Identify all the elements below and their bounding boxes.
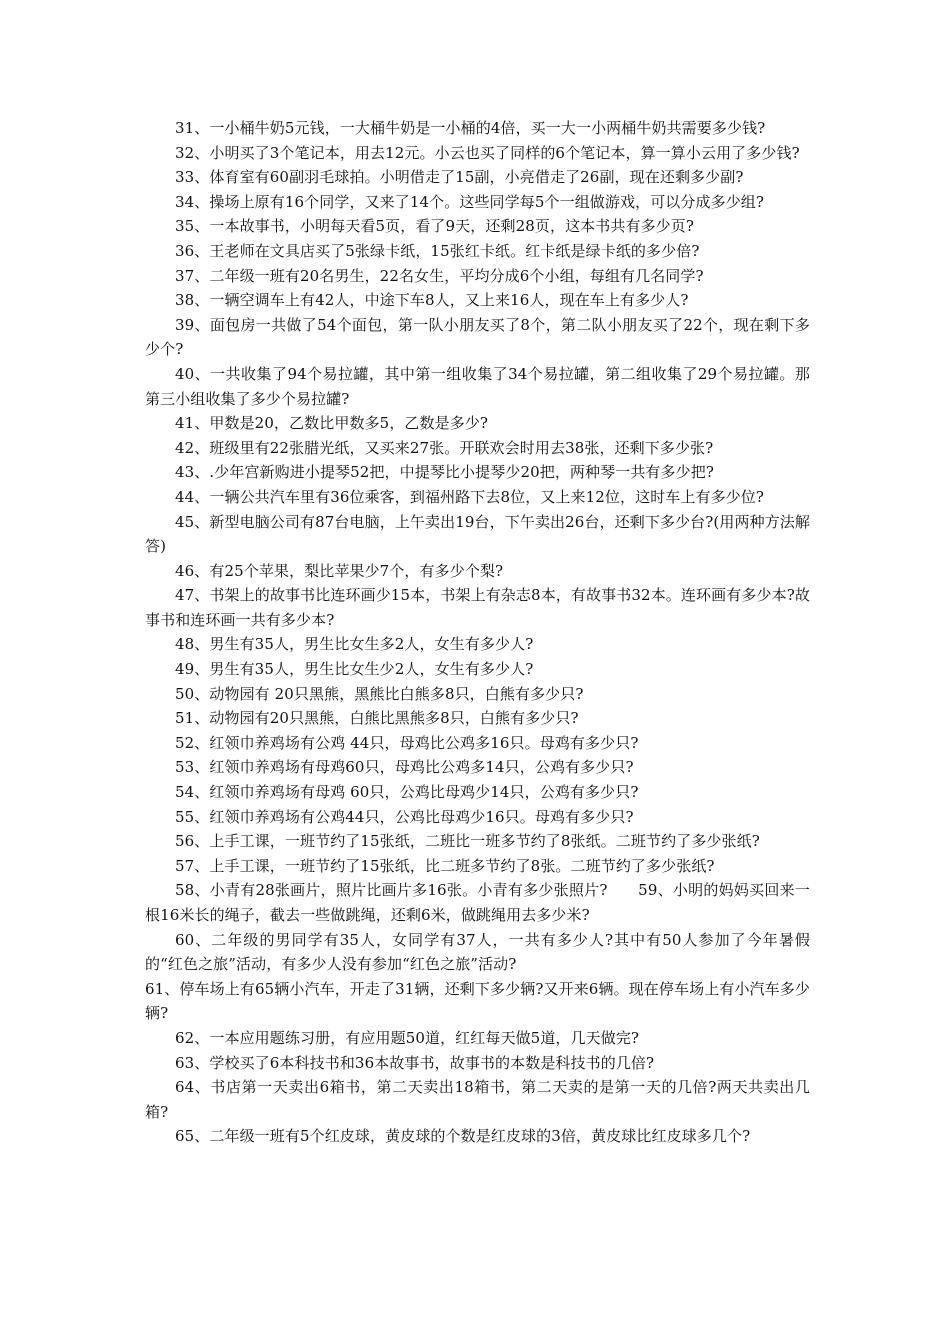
problem-63: 63、学校买了6本科技书和36本故事书，故事书的本数是科技书的几倍? [175, 1053, 655, 1072]
problem-35: 35、一本故事书，小明每天看5页，看了9天，还剩28页，这本书共有多少页? [175, 217, 695, 236]
problem-44: 44、一辆公共汽车里有36位乘客，到福州路下去8位，又上来12位，这时车上有多少位? [175, 487, 765, 506]
problem-54: 54、红领巾养鸡场有母鸡 60只，公鸡比母鸡少14只，公鸡有多少只? [175, 783, 639, 802]
problem-31: 31、一小桶牛奶5元钱，一大桶牛奶是一小桶的4倍，买一大一小两桶牛奶共需要多少钱? [175, 119, 766, 137]
problem-46: 46、有25个苹果，梨比苹果少7个，有多少个梨? [175, 561, 504, 580]
problem-42: 42、班级里有22张腊光纸，又买来27张。开联欢会时用去38张，还剩下多少张? [175, 438, 714, 457]
problem-61: 61、停车场上有65辆小汽车，开走了31辆，还剩下多少辆?又开来6辆。现在停车场上有小汽车多少辆? [145, 979, 810, 1023]
problem-36: 36、王老师在文具店买了5张绿卡纸，15张红卡纸。红卡纸是绿卡纸的多少倍? [175, 241, 700, 260]
problem-47: 47、书架上的故事书比连环画少15本，书架上有杂志8本，有故事书32本。连环画有多少本?故事书和连环画一共有多少本? [145, 586, 810, 629]
problem-53: 53、红领巾养鸡场有母鸡60只，母鸡比公鸡多14只，公鸡有多少只? [175, 758, 634, 777]
problem-65: 65、二年级一班有5个红皮球，黄皮球的个数是红皮球的3倍，黄皮球比红皮球多几个? [175, 1127, 751, 1146]
problem-62: 62、一本应用题练习册，有应用题50道，红红每天做5道，几天做完? [175, 1028, 640, 1047]
problem-40: 40、一共收集了94个易拉罐，其中第一组收集了34个易拉罐，第二组收集了29个易拉罐。那第三小组收集了多少个易拉罐? [145, 364, 810, 408]
problem-list [145, 116, 810, 1149]
problem-38: 38、一辆空调车上有42人，中途下车8人，又上来16人，现在车上有多少人? [175, 291, 689, 310]
problem-60: 60、二年级的男同学有35人，女同学有37人，一共有多少人?其中有50人参加了今年暑假的“红色之旅”活动，有多少人没有参加“红色之旅”活动? [145, 930, 810, 974]
problem-45: 45、新型电脑公司有87台电脑，上午卖出19台，下午卖出26台，还剩下多少台?(用两种方法解答) [145, 512, 810, 556]
problem-37: 37、二年级一班有20名男生，22名女生，平均分成6个小组，每组有几名同学? [175, 266, 704, 285]
problem-52: 52、红领巾养鸡场有公鸡 44只，母鸡比公鸡多16只。母鸡有多少只? [175, 733, 639, 752]
problem-43: 43、.少年宫新购进小提琴52把，中提琴比小提琴少20把，两种琴一共有多少把? [175, 463, 714, 482]
problem-58-59: 58、小青有28张画片，照片比画片多16张。小青有多少张照片? 59、小明的妈妈买回来一根16米长的绳子，截去一些做跳绳，还剩6米，做跳绳用去多少米? [145, 881, 810, 924]
problem-49: 49、男生有35人，男生比女生少2人，女生有多少人? [175, 660, 534, 679]
problem-51: 51、动物园有20只黑熊，白熊比黑熊多8只，白熊有多少只? [175, 709, 579, 728]
problem-56: 56、上手工课，一班节约了15张纸，二班比一班多节约了8张纸。二班节约了多少张纸? [175, 832, 760, 851]
problem-34: 34、操场上原有16个同学，又来了14个。这些同学每5个一组做游戏，可以分成多少组? [175, 192, 765, 211]
problem-57: 57、上手工课，一班节约了15张纸，比二班多节约了8张。二班节约了多少张纸? [175, 856, 715, 875]
problem-39: 39、面包房一共做了54个面包，第一队小朋友买了8个，第二队小朋友买了22个，现在剩下多少个? [145, 315, 810, 359]
problem-48: 48、男生有35人，男生比女生多2人，女生有多少人? [175, 635, 534, 654]
problem-50: 50、动物园有 20只黑熊，黑熊比白熊多8只，白熊有多少只? [175, 684, 584, 703]
problem-32: 32、小明买了3个笔记本，用去12元。小云也买了同样的6个笔记本，算一算小云用了多少钱? [175, 143, 800, 162]
problem-55: 55、红领巾养鸡场有公鸡44只，公鸡比母鸡少16只。母鸡有多少只? [175, 807, 634, 826]
problem-33: 33、体育室有60副羽毛球拍。小明借走了15副，小亮借走了26副，现在还剩多少副? [175, 168, 744, 187]
problem-64: 64、书店第一天卖出6箱书，第二天卖出18箱书，第二天卖的是第一天的几倍?两天共卖出几箱? [145, 1078, 810, 1121]
problem-41: 41、甲数是20，乙数比甲数多5，乙数是多少? [175, 414, 489, 433]
